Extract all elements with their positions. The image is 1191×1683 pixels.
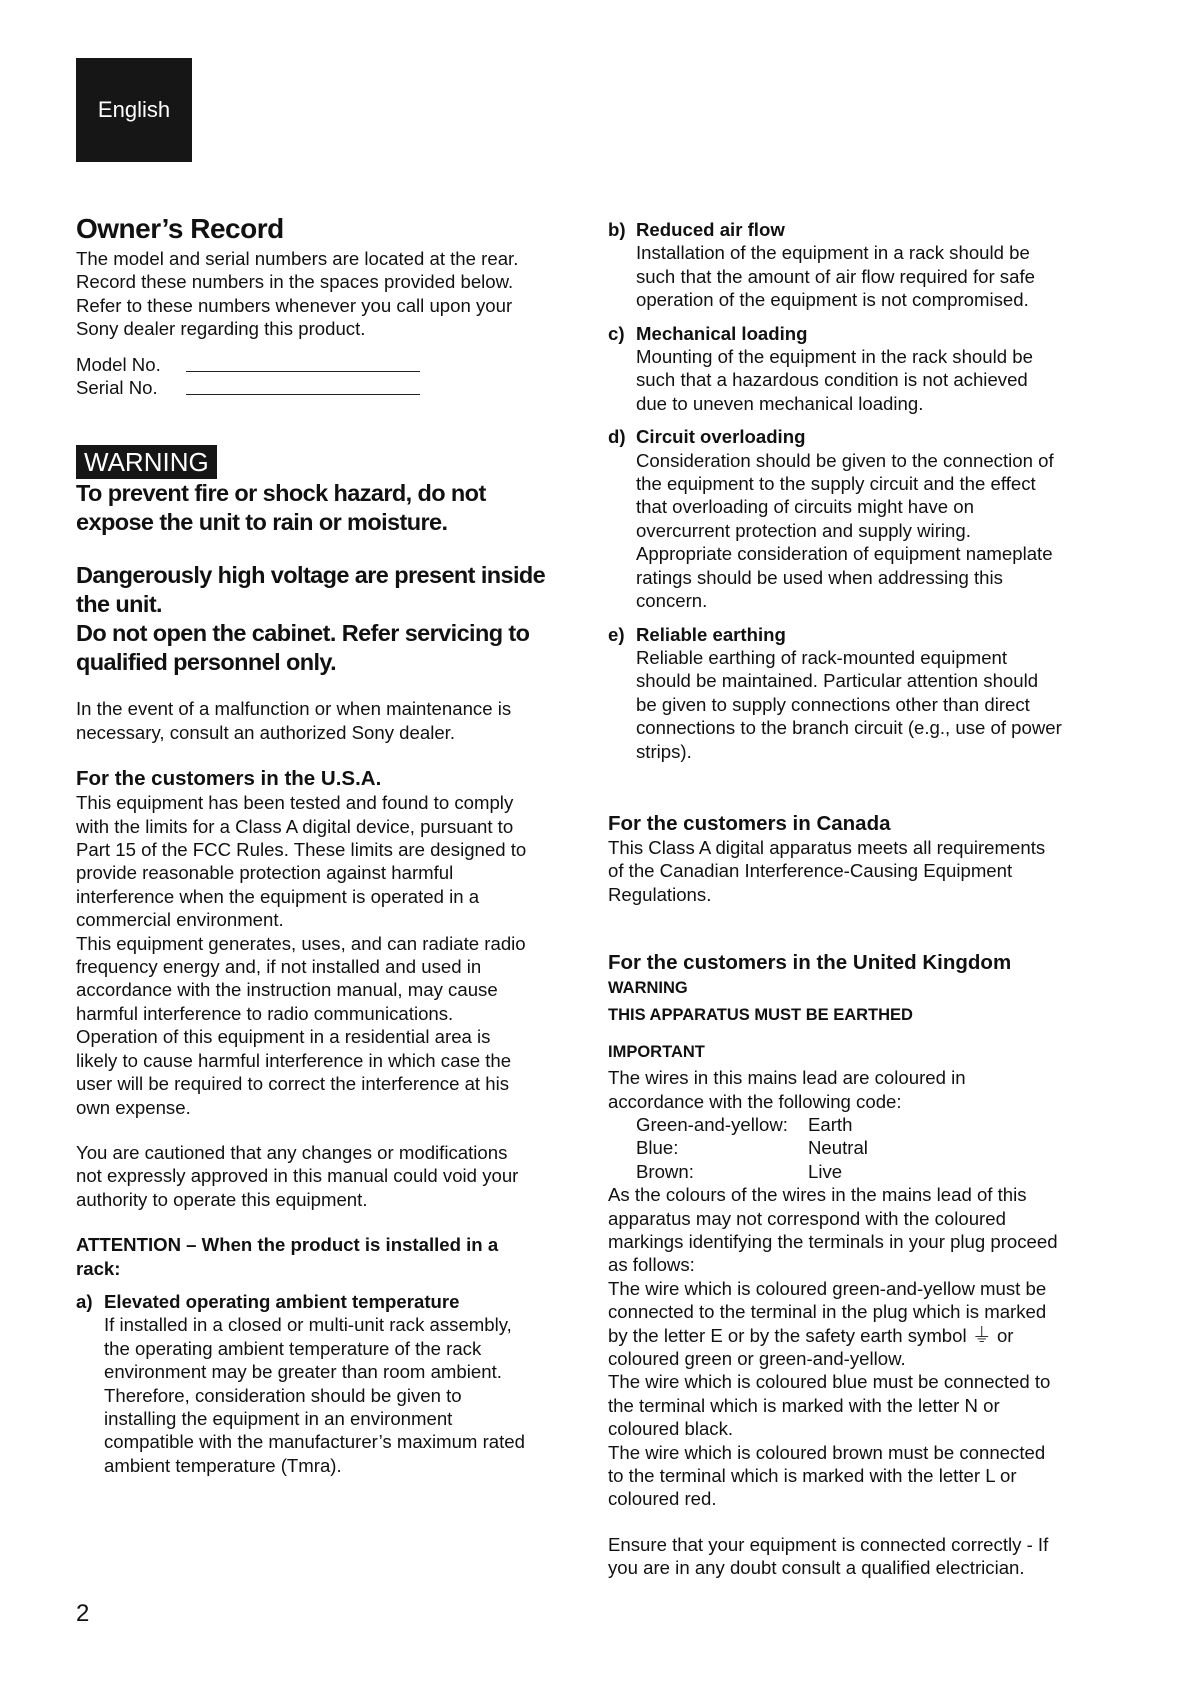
uk-line: The wire which is coloured blue must be connected to bbox=[608, 1371, 1051, 1393]
page-number: 2 bbox=[76, 1600, 90, 1627]
owners-record-line: Sony dealer regarding this product. bbox=[76, 318, 366, 340]
uk-line: connected to the terminal in the plug which is marked bbox=[608, 1301, 1047, 1323]
serial-number-blank bbox=[186, 378, 420, 395]
usa-line: Operation of this equipment in a residential area is bbox=[76, 1026, 491, 1048]
item-line: Installation of the equipment in a rack should be bbox=[636, 242, 1030, 264]
item-line: such that a hazardous condition is not achieved bbox=[636, 369, 1028, 391]
usa-line: user will be required to correct the interference at his bbox=[76, 1073, 510, 1095]
item-mark: a) bbox=[76, 1290, 93, 1312]
rack-item-a bbox=[76, 1290, 576, 1477]
item-mark: e) bbox=[608, 623, 625, 645]
usa-line: harmful interference to radio communications. bbox=[76, 1002, 454, 1024]
usa-line: likely to cause harmful interference in which case the bbox=[76, 1049, 512, 1071]
uk-line: apparatus may not correspond with the coloured bbox=[608, 1207, 1006, 1229]
item-line: operation of the equipment is not compromised. bbox=[636, 289, 1029, 311]
canada-line: of the Canadian Interference-Causing Equipment bbox=[608, 860, 1013, 882]
item-mark: d) bbox=[608, 426, 626, 448]
item-line: Reliable earthing of rack-mounted equipment bbox=[636, 646, 1008, 668]
colour-code-row bbox=[608, 1136, 1113, 1159]
usa-line: frequency energy and, if not installed and used in bbox=[76, 956, 482, 978]
usa-line: interference when the equipment is operated in a bbox=[76, 885, 480, 907]
item-line: Consideration should be given to the connection of bbox=[636, 449, 1054, 471]
colour-name: Green-and-yellow: bbox=[636, 1113, 788, 1135]
item-mark: c) bbox=[608, 322, 625, 344]
usa-line: accordance with the instruction manual, may cause bbox=[76, 979, 498, 1001]
item-line: Therefore, consideration should be given to bbox=[104, 1384, 462, 1406]
canada-line: Regulations. bbox=[608, 883, 712, 905]
uk-title: For the customers in the United Kingdom bbox=[608, 951, 1012, 975]
colour-code-row bbox=[608, 1160, 1113, 1183]
attention-title: ATTENTION – When the product is installed in a bbox=[76, 1234, 499, 1256]
warning-badge: WARNING bbox=[76, 445, 217, 479]
uk-ensure-line: you are in any doubt consult a qualified electrician. bbox=[608, 1557, 1025, 1579]
uk-earth-symbol-line bbox=[608, 1324, 1113, 1347]
usa-line: Part 15 of the FCC Rules. These limits are designed to bbox=[76, 839, 527, 861]
item-line: connections to the branch circuit (e.g., use of power bbox=[636, 717, 1062, 739]
item-line: be given to supply connections other than direct bbox=[636, 693, 1030, 715]
language-tab: English bbox=[76, 58, 192, 162]
uk-line: As the colours of the wires in the mains lead of this bbox=[608, 1184, 1027, 1206]
model-number-field bbox=[76, 353, 576, 376]
item-line: compatible with the manufacturer’s maximum rated bbox=[104, 1431, 525, 1453]
serial-number-label: Serial No. bbox=[76, 377, 158, 398]
item-line: such that the amount of air flow required for safe bbox=[636, 265, 1035, 287]
uk-line: markings identifying the terminals in your plug proceed bbox=[608, 1231, 1058, 1252]
item-title: Elevated operating ambient temperature bbox=[104, 1290, 460, 1312]
uk-line: as follows: bbox=[608, 1254, 695, 1276]
model-number-label: Model No. bbox=[76, 353, 161, 375]
fire-warning-line: To prevent fire or shock hazard, do not bbox=[76, 480, 486, 507]
colour-name: Blue: bbox=[636, 1137, 679, 1159]
item-line: ratings should be used when addressing this bbox=[636, 566, 1003, 588]
attention-title: rack: bbox=[76, 1257, 121, 1279]
uk-line: coloured green or green-and-yellow. bbox=[608, 1348, 906, 1370]
item-mark: b) bbox=[608, 219, 626, 240]
uk-line: The wire which is coloured green-and-yellow must be bbox=[608, 1277, 1047, 1299]
model-number-blank bbox=[186, 355, 420, 372]
item-line: the operating ambient temperature of the rack bbox=[104, 1337, 482, 1359]
rack-item-c bbox=[608, 322, 1113, 416]
colour-name: Brown: bbox=[636, 1160, 694, 1182]
item-line: If installed in a closed or multi-unit rack assembly, bbox=[104, 1314, 512, 1336]
item-title: Reliable earthing bbox=[636, 623, 786, 645]
fire-warning-line: expose the unit to rain or moisture. bbox=[76, 509, 448, 536]
item-line: Appropriate consideration of equipment nameplate bbox=[636, 543, 1053, 565]
usa-caution-line: authority to operate this equipment. bbox=[76, 1188, 368, 1210]
malfunction-line: necessary, consult an authorized Sony dealer. bbox=[76, 721, 455, 743]
malfunction-line: In the event of a malfunction or when maintenance is bbox=[76, 698, 512, 720]
uk-line: coloured black. bbox=[608, 1418, 734, 1440]
item-title: Mechanical loading bbox=[636, 322, 808, 344]
uk-line: The wires in this mains lead are coloured in bbox=[608, 1067, 966, 1089]
uk-earth-text-end: or bbox=[991, 1324, 1014, 1346]
uk-line: accordance with the following code: bbox=[608, 1090, 902, 1112]
uk-important: IMPORTANT bbox=[608, 1043, 705, 1062]
owners-record-line: The model and serial numbers are located at the rear. bbox=[76, 248, 519, 269]
earth-symbol-icon: ⏚ bbox=[971, 1324, 992, 1347]
colour-code-row bbox=[608, 1113, 1113, 1136]
item-line: strips). bbox=[636, 740, 692, 762]
uk-line: the terminal which is marked with the letter N or bbox=[608, 1394, 1000, 1416]
item-title: Circuit overloading bbox=[636, 426, 806, 448]
voltage-warning-line: qualified personnel only. bbox=[76, 649, 337, 676]
serial-number-field bbox=[76, 376, 576, 399]
usa-line: with the limits for a Class A digital device, pursuant to bbox=[76, 815, 514, 837]
colour-meaning: Live bbox=[808, 1160, 843, 1182]
rack-item-e bbox=[608, 623, 1113, 763]
right-column bbox=[608, 218, 1113, 1580]
usa-line: commercial environment. bbox=[76, 909, 284, 931]
item-title: Reduced air flow bbox=[636, 219, 785, 240]
item-line: overcurrent protection and supply wiring. bbox=[636, 519, 971, 541]
owners-record-line: Record these numbers in the spaces provided below. bbox=[76, 271, 514, 293]
owners-record-title: Owner’s Record bbox=[76, 213, 284, 244]
uk-earthed-notice: THIS APPARATUS MUST BE EARTHED bbox=[608, 1006, 913, 1025]
voltage-warning-line: Do not open the cabinet. Refer servicing to bbox=[76, 620, 530, 647]
canada-line: This Class A digital apparatus meets all requirements bbox=[608, 836, 1046, 858]
usa-line: provide reasonable protection against harmful bbox=[76, 862, 454, 884]
owners-record-line: Refer to these numbers whenever you call upon your bbox=[76, 294, 513, 316]
rack-item-d bbox=[608, 425, 1113, 612]
usa-caution-line: You are cautioned that any changes or modifications bbox=[76, 1141, 508, 1163]
item-line: environment may be greater than room ambient. bbox=[104, 1361, 502, 1383]
uk-line: coloured red. bbox=[608, 1488, 717, 1510]
usa-line: This equipment has been tested and found to comply bbox=[76, 792, 514, 814]
canada-title: For the customers in Canada bbox=[608, 811, 891, 835]
item-line: due to uneven mechanical loading. bbox=[636, 392, 924, 414]
item-line: concern. bbox=[636, 590, 708, 612]
item-line: that overloading of circuits might have on bbox=[636, 496, 974, 518]
left-column bbox=[76, 212, 576, 1487]
uk-ensure-line: Ensure that your equipment is connected correctly - If bbox=[608, 1533, 1049, 1555]
uk-warning: WARNING bbox=[608, 979, 688, 998]
item-line: Mounting of the equipment in the rack should be bbox=[636, 346, 1033, 368]
colour-meaning: Earth bbox=[808, 1113, 853, 1135]
uk-line: to the terminal which is marked with the letter L or bbox=[608, 1465, 1017, 1487]
usa-line: own expense. bbox=[76, 1096, 191, 1118]
colour-meaning: Neutral bbox=[808, 1137, 868, 1159]
usa-caution-line: not expressly approved in this manual could void your bbox=[76, 1165, 519, 1187]
item-line: the equipment to the supply circuit and the effect bbox=[636, 473, 1036, 495]
item-line: should be maintained. Particular attention should bbox=[636, 670, 1039, 692]
item-line: installing the equipment in an environment bbox=[104, 1407, 453, 1429]
uk-line: The wire which is coloured brown must be connected bbox=[608, 1441, 1046, 1463]
uk-earth-text: by the letter E or by the safety earth symbol bbox=[608, 1324, 972, 1346]
usa-title: For the customers in the U.S.A. bbox=[76, 767, 382, 791]
item-line: ambient temperature (Tmra). bbox=[104, 1454, 342, 1476]
voltage-warning-line: the unit. bbox=[76, 591, 162, 618]
voltage-warning-line: Dangerously high voltage are present inside bbox=[76, 562, 546, 589]
rack-item-b bbox=[608, 218, 1113, 312]
usa-line: This equipment generates, uses, and can radiate radio bbox=[76, 932, 526, 954]
